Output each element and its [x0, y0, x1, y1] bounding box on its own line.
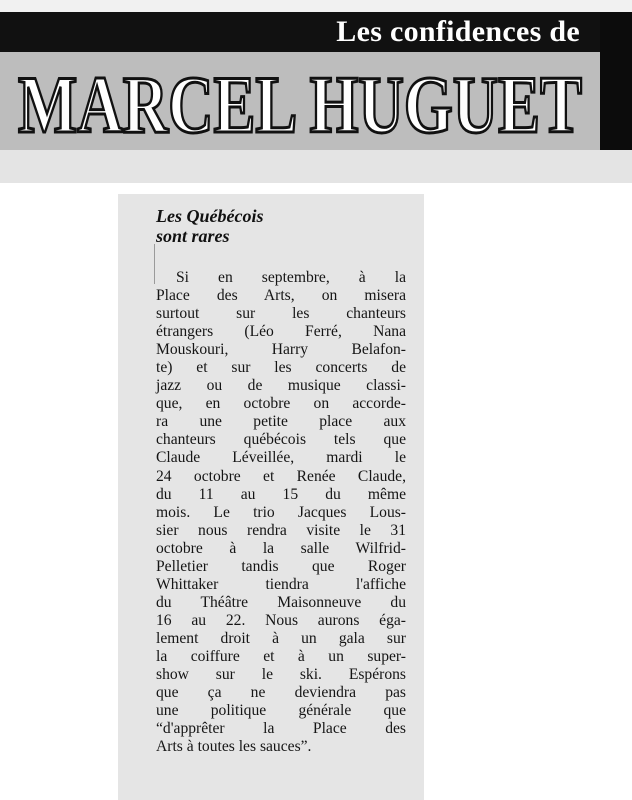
article-body-line: chanteurs québécois tels que — [156, 431, 406, 449]
article-body-line: Whittaker tiendra l'affiche — [156, 575, 406, 593]
header-bottom-strip — [0, 150, 632, 183]
article-body-line: Pelletier tandis que Roger — [156, 557, 406, 575]
article-body-line: la coiffure et à un super- — [156, 647, 406, 665]
article-body-line: surtout sur les chanteurs — [156, 305, 406, 323]
article-body — [156, 269, 406, 756]
article-body-line: que ça ne deviendra pas — [156, 684, 406, 702]
article-body-line: Mouskouri, Harry Belafon- — [156, 341, 406, 359]
article-body-line: sier nous rendra visite le 31 — [156, 521, 406, 539]
article-body-line: 24 octobre et Renée Claude, — [156, 467, 406, 485]
article-body-line: Arts à toutes les sauces”. — [156, 738, 312, 756]
column-header — [0, 0, 632, 183]
article-body-line: ra une petite place aux — [156, 413, 406, 431]
columnist-name-text: MARCEL HUGUET — [18, 60, 582, 144]
article-body-line: étrangers (Léo Ferré, Nana — [156, 323, 406, 341]
article-column — [118, 194, 424, 800]
headline-line-1: Les Québécois — [156, 206, 264, 226]
header-right-block — [600, 12, 632, 150]
article-body-line: du 11 au 15 du même — [156, 485, 406, 503]
article-body-line: du Théâtre Maisonneuve du — [156, 593, 406, 611]
article-body-line: “d'apprêter la Place des — [156, 720, 406, 738]
article-body-line: jazz ou de musique classi- — [156, 377, 406, 395]
article-body-line: Si en septembre, à la — [176, 269, 406, 286]
article-body-line: te) et sur les concerts de — [156, 359, 406, 377]
article-body-line: lement droit à un gala sur — [156, 629, 406, 647]
article-body-line: mois. Le trio Jacques Lous- — [156, 503, 406, 521]
article-body-line: que, en octobre on accorde- — [156, 395, 406, 413]
article-body-line: 16 au 22. Nous aurons éga- — [156, 611, 406, 629]
article-body-line: Claude Léveillée, mardi le — [156, 449, 406, 467]
article-body-line: une politique générale que — [156, 702, 406, 720]
columnist-name — [16, 60, 586, 144]
header-top-strip — [0, 0, 632, 12]
article-body-line: show sur le ski. Espérons — [156, 666, 406, 684]
column-kicker: Les confidences de — [336, 15, 580, 48]
article-headline — [156, 206, 416, 246]
article-body-line: Place des Arts, on misera — [156, 287, 406, 305]
article-body-line: octobre à la salle Wilfrid- — [156, 539, 406, 557]
headline-line-2: sont rares — [156, 226, 230, 246]
